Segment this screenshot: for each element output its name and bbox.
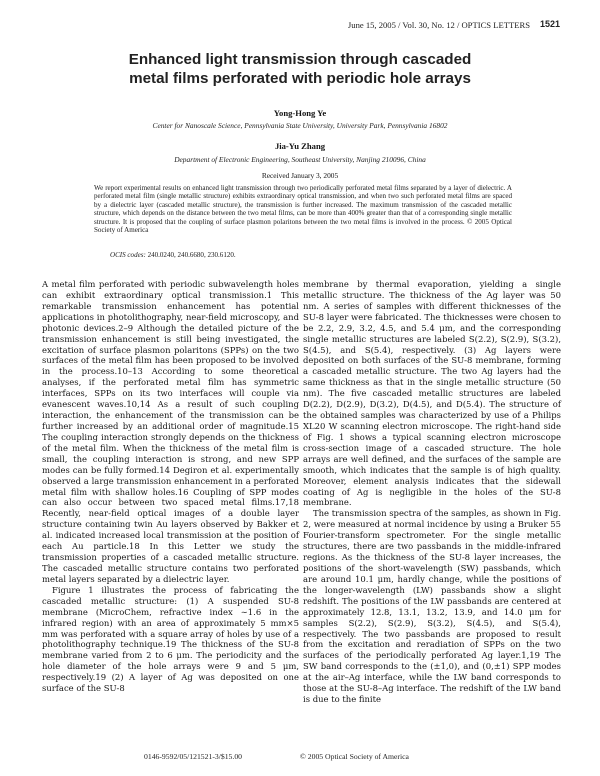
copyright-line: © 2005 Optical Society of America bbox=[300, 752, 409, 761]
paragraph-intro: A metal film perforated with periodic subwavelength holes can exhibit extraordinary optical transmission.1 This remarkable transmission enhancement has potential applications in photolithography, near-field microscopy, and photonic devices.2–9 Although the detailed picture of the transmission enhancement is still being investigated, the excitation of surface plasmon polaritons (SPPs) on the two surfaces of the metal film has been proposed to be involved in the process.10–13 According to some theoretical analyses, if the perforated metal film has symmetric interfaces, SPPs on its two interfaces will couple via evanescent waves.10,14 As a result of such coupling interaction, the enhancement of the transmission can be further increased by an additional order of magnitude.15 The coupling interaction strongly depends on the thickness of the metal film. When the thickness of the metal film is small, the coupling interaction is strong, and new SPP modes can be fully formed.14 Degiron et al. experimentally observed a large transmission enhancement in a perforated metal film with shallow holes.16 Coupling of SPP modes can also occur between two spaced metal films.17,18 Recently, near-field optical images of a double layer structure containing twin Au layers observed by Bakker et al. indicated increased local transmission at the position of each Au particle.18 In this Letter we study the transmission properties of a cascaded metallic structure. The cascaded metallic structure contains two perforated metal layers separated by a dielectric layer. bbox=[42, 279, 299, 584]
ocis-label: OCIS codes: bbox=[110, 251, 146, 259]
ocis-values: 240.0240, 240.6680, 230.6120. bbox=[147, 251, 236, 259]
title-line-1: Enhanced light transmission through cascaded bbox=[128, 51, 472, 68]
paragraph-fabrication-cont: membrane by thermal evaporation, yielding a single metallic structure. The thickness of the Ag layer was 50 nm. A series of samples with different thicknesses of the SU-8 layer were fabricated. The thicknesses were chosen to be 2.2, 2.9, 3.2, 4.5, and 5.4 μm, and the corresponding single metallic structures are labeled S(2.2), S(2.9), S(3.2), S(4.5), and S(5.4), respectively. (3) Ag layers were deposited on both surfaces of the SU-8 membrane, forming a cascaded metallic structure. The two Ag layers had the same thickness as that in the single metallic structure (50 nm). The five cascaded metallic structures are labeled D(2.2), D(2.9), D(3.2), D(4.5), and D(5.4). The structure of the obtained samples was characterized by use of a Philips XL20 W scanning electron microscope. The right-hand side of Fig. 1 shows a typical scanning electron microscope cross-section image of a cascaded structure. The hole arrays are well defined, and the surfaces of the sample are smooth, which indicates that the sample is of high quality. Moreover, element analysis indicates that the sidewall coating of Ag is negligible in the holes of the SU-8 membrane. bbox=[303, 279, 561, 508]
author-name-2: Jia-Yu Zhang bbox=[274, 141, 326, 151]
author-name-1: Yong-Hong Ye bbox=[273, 108, 327, 118]
paragraph-spectra: The transmission spectra of the samples, as shown in Fig. 2, were measured at normal incidence by using a Bruker 55 Fourier-transform spectrometer. For the single metallic structures, there are two passbands in the middle-infrared regions. As the thickness of the SU-8 layer increases, the positions of the short-wavelength (SW) passbands, which are around 10.1 μm, hardly change, while the positions of the longer-wavelength (LW) passbands show a slight redshift. The positions of the LW passbands are centered at approximately 12.8, 13.1, 13.2, 13.9, and 14.0 μm for samples S(2.2), S(2.9), S(3.2), S(4.5), and S(5.4), respectively. The two passbands are proposed to result from the excitation and reradiation of SPPs on the two surfaces of the periodically perforated Ag layer.1,19 The SW band corresponds to the (±1,0), and (0,±1) SPP modes at the air–Ag interface, while the LW band corresponds to those at the SU-8–Ag interface. The redshift of the LW band is due to the finite bbox=[303, 508, 562, 705]
author-affiliation-2: Department of Electronic Engineering, Southeast University, Nanjing 210096, China bbox=[174, 155, 426, 164]
body-column-left bbox=[42, 279, 299, 694]
article-title bbox=[40, 50, 560, 88]
body-column-right bbox=[303, 279, 561, 705]
paragraph-fabrication: Figure 1 illustrates the process of fabricating the cascaded metallic structure: (1) A suspended SU-8 membrane (MicroChem, refractive index ∼1.6 in the infrared region) with an area of approximately 5 mm×5 mm was perforated with a square array of holes by use of a photolithography technique.19 The thickness of the SU-8 membrane varied from 2 to 6 μm. The periodicity and the hole diameter of the hole arrays were 9 and 5 μm, respectively.19 (2) A layer of Ag was deposited on one surface of the SU-8 bbox=[42, 584, 299, 694]
running-header bbox=[40, 20, 560, 34]
title-line-2: metal films perforated with periodic hole arrays bbox=[129, 70, 471, 87]
issn-line: 0146-9592/05/121521-3/$15.00 bbox=[144, 752, 243, 761]
received-date: Received January 3, 2005 bbox=[261, 171, 339, 180]
journal-citation: June 15, 2005 / Vol. 30, No. 12 / OPTICS LETTERS bbox=[347, 20, 530, 30]
abstract: We report experimental results on enhanced light transmission through two periodically perforated metal films separated by a layer of dielectric. A perforated metal film (single metallic structure) exhibits extraordinary optical transmission, and when two such perforated metal films are spaced by a dielectric layer (cascaded metallic structure), the transmission is further increased. The maximum transmission of the cascaded metallic structure, which depends on the distance between the two metal films, can be more than 400% greater than that of a corresponding single metallic structure. It is proposed that the coupling of surface plasmon polaritons between the two metal films is involved in the process. © 2005 Optical Society of America bbox=[94, 184, 512, 235]
author-affiliation-1: Center for Nanoscale Science, Pennsylvania State University, University Park, Pennsylvania 16802 bbox=[152, 121, 448, 130]
ocis-codes bbox=[110, 251, 236, 259]
page-number: 1521 bbox=[539, 19, 560, 29]
